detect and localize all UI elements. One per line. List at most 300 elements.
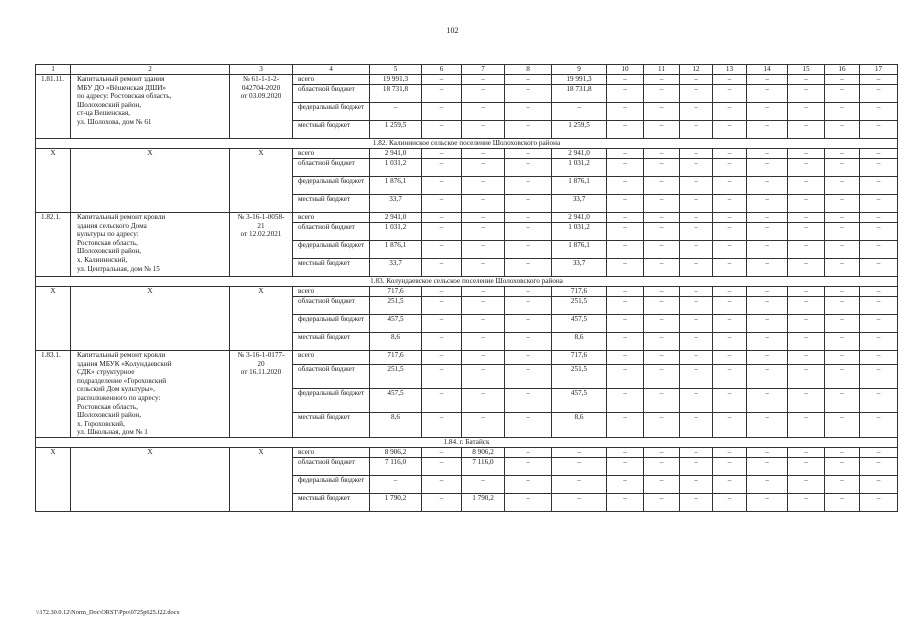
value-cell-14: – bbox=[747, 333, 788, 351]
budget-source: местный бюджет bbox=[293, 259, 370, 277]
item-number: X bbox=[36, 287, 71, 351]
item-name-line: X bbox=[147, 149, 153, 157]
value-cell-v9: – bbox=[552, 493, 607, 511]
value-cell-11: – bbox=[644, 351, 680, 365]
value-cell-v8: – bbox=[505, 149, 552, 159]
value-cell-12: – bbox=[680, 159, 713, 177]
item-name-line: Шолоховский район, bbox=[77, 411, 142, 420]
contract-line: № 3-16-1-0058- bbox=[237, 213, 285, 221]
value-cell-15: – bbox=[788, 223, 825, 241]
value-cell-15: – bbox=[788, 213, 825, 223]
value-cell-15: – bbox=[788, 413, 825, 437]
value-cell-10: – bbox=[607, 259, 644, 277]
value-cell-v7: – bbox=[462, 364, 505, 388]
value-cell-10: – bbox=[607, 364, 644, 388]
table-row bbox=[36, 447, 898, 457]
value-cell-13: – bbox=[713, 259, 747, 277]
value-cell-10: – bbox=[607, 493, 644, 511]
value-cell-v7: – bbox=[462, 287, 505, 297]
value-cell-v9: 1 876,1 bbox=[552, 241, 607, 259]
value-cell-15: – bbox=[788, 447, 825, 457]
column-header: 5 bbox=[370, 65, 422, 75]
value-cell-16: – bbox=[825, 241, 860, 259]
value-cell-v7: – bbox=[462, 413, 505, 437]
value-cell-15: – bbox=[788, 475, 825, 493]
value-cell-v5: 251,5 bbox=[370, 297, 422, 315]
value-cell-v9: – bbox=[552, 457, 607, 475]
value-cell-11: – bbox=[644, 493, 680, 511]
value-cell-15: – bbox=[788, 333, 825, 351]
value-cell-v6: – bbox=[422, 475, 462, 493]
value-cell-16: – bbox=[825, 413, 860, 437]
budget-source: областной бюджет bbox=[293, 364, 370, 388]
value-cell-v9: 19 991,3 bbox=[552, 75, 607, 85]
value-cell-17: – bbox=[860, 223, 898, 241]
value-cell-10: – bbox=[607, 333, 644, 351]
value-cell-12: – bbox=[680, 413, 713, 437]
value-cell-17: – bbox=[860, 457, 898, 475]
value-cell-14: – bbox=[747, 149, 788, 159]
value-cell-16: – bbox=[825, 223, 860, 241]
value-cell-10: – bbox=[607, 177, 644, 195]
value-cell-14: – bbox=[747, 223, 788, 241]
value-cell-12: – bbox=[680, 364, 713, 388]
budget-source: федеральный бюджет bbox=[293, 103, 370, 121]
page-number: 102 bbox=[446, 26, 459, 35]
value-cell-v9: 1 876,1 bbox=[552, 177, 607, 195]
value-cell-v8: – bbox=[505, 287, 552, 297]
value-cell-v7: – bbox=[462, 213, 505, 223]
value-cell-v8: – bbox=[505, 413, 552, 437]
value-cell-17: – bbox=[860, 413, 898, 437]
contract-line: от 03.09.2020 bbox=[240, 92, 282, 101]
value-cell-12: – bbox=[680, 297, 713, 315]
value-cell-v9: 2 941,0 bbox=[552, 213, 607, 223]
value-cell-v8: – bbox=[505, 493, 552, 511]
column-header: 14 bbox=[747, 65, 788, 75]
value-cell-14: – bbox=[747, 315, 788, 333]
value-cell-v9: 457,5 bbox=[552, 389, 607, 413]
column-header: 16 bbox=[825, 65, 860, 75]
value-cell-13: – bbox=[713, 351, 747, 365]
value-cell-16: – bbox=[825, 195, 860, 213]
value-cell-16: – bbox=[825, 475, 860, 493]
budget-source: всего bbox=[293, 149, 370, 159]
column-header: 17 bbox=[860, 65, 898, 75]
value-cell-v5: 1 876,1 bbox=[370, 241, 422, 259]
value-cell-11: – bbox=[644, 413, 680, 437]
value-cell-v8: – bbox=[505, 333, 552, 351]
value-cell-15: – bbox=[788, 315, 825, 333]
value-cell-17: – bbox=[860, 364, 898, 388]
value-cell-13: – bbox=[713, 493, 747, 511]
value-cell-10: – bbox=[607, 121, 644, 139]
item-name bbox=[71, 213, 230, 277]
item-name-line: ул. Школьная, дом № 1 bbox=[77, 428, 148, 437]
value-cell-v5: 2 941,0 bbox=[370, 149, 422, 159]
value-cell-v5: 717,6 bbox=[370, 351, 422, 365]
value-cell-v5: 457,5 bbox=[370, 315, 422, 333]
value-cell-14: – bbox=[747, 493, 788, 511]
value-cell-v8: – bbox=[505, 364, 552, 388]
value-cell-v7: – bbox=[462, 389, 505, 413]
value-cell-v7: – bbox=[462, 159, 505, 177]
value-cell-11: – bbox=[644, 103, 680, 121]
value-cell-15: – bbox=[788, 121, 825, 139]
value-cell-10: – bbox=[607, 457, 644, 475]
value-cell-v7: – bbox=[462, 195, 505, 213]
value-cell-v6: – bbox=[422, 333, 462, 351]
value-cell-12: – bbox=[680, 241, 713, 259]
item-name bbox=[71, 149, 230, 213]
value-cell-v6: – bbox=[422, 297, 462, 315]
value-cell-v8: – bbox=[505, 475, 552, 493]
table-row bbox=[36, 351, 898, 365]
value-cell-10: – bbox=[607, 413, 644, 437]
column-header: 2 bbox=[71, 65, 230, 75]
value-cell-13: – bbox=[713, 195, 747, 213]
value-cell-12: – bbox=[680, 85, 713, 103]
value-cell-11: – bbox=[644, 287, 680, 297]
contract-line: X bbox=[258, 447, 264, 456]
contract-line: от 16.11.2020 bbox=[240, 368, 282, 377]
value-cell-11: – bbox=[644, 457, 680, 475]
value-cell-v5: 8 906,2 bbox=[370, 447, 422, 457]
value-cell-v7: – bbox=[462, 475, 505, 493]
value-cell-12: – bbox=[680, 103, 713, 121]
item-number: 1.82.1. bbox=[36, 213, 71, 277]
value-cell-15: – bbox=[788, 351, 825, 365]
value-cell-v7: – bbox=[462, 241, 505, 259]
value-cell-11: – bbox=[644, 447, 680, 457]
budget-source: местный бюджет bbox=[293, 195, 370, 213]
value-cell-16: – bbox=[825, 333, 860, 351]
value-cell-v7: 8 906,2 bbox=[462, 447, 505, 457]
value-cell-v8: – bbox=[505, 351, 552, 365]
value-cell-16: – bbox=[825, 315, 860, 333]
value-cell-17: – bbox=[860, 259, 898, 277]
value-cell-16: – bbox=[825, 177, 860, 195]
item-name bbox=[71, 75, 230, 139]
value-cell-12: – bbox=[680, 457, 713, 475]
value-cell-14: – bbox=[747, 351, 788, 365]
budget-source: федеральный бюджет bbox=[293, 475, 370, 493]
item-name-line: х. Гороховский, bbox=[77, 419, 125, 428]
value-cell-17: – bbox=[860, 447, 898, 457]
value-cell-12: – bbox=[680, 315, 713, 333]
value-cell-v6: – bbox=[422, 493, 462, 511]
value-cell-14: – bbox=[747, 447, 788, 457]
value-cell-10: – bbox=[607, 103, 644, 121]
item-name-line: ул. Центральная, дом № 15 bbox=[77, 264, 160, 273]
budget-source: областной бюджет bbox=[293, 223, 370, 241]
value-cell-v6: – bbox=[422, 413, 462, 437]
value-cell-v6: – bbox=[422, 223, 462, 241]
value-cell-17: – bbox=[860, 297, 898, 315]
value-cell-14: – bbox=[747, 121, 788, 139]
value-cell-v7: – bbox=[462, 223, 505, 241]
file-path-footer: \\172.30.0.12\Norm_Doc\ORST\Ppo\0725p625.f22.docx bbox=[36, 609, 180, 616]
value-cell-v7: – bbox=[462, 315, 505, 333]
value-cell-15: – bbox=[788, 297, 825, 315]
value-cell-11: – bbox=[644, 121, 680, 139]
value-cell-17: – bbox=[860, 195, 898, 213]
value-cell-v7: – bbox=[462, 351, 505, 365]
column-header: 6 bbox=[422, 65, 462, 75]
value-cell-v5: 1 259,5 bbox=[370, 121, 422, 139]
value-cell-10: – bbox=[607, 75, 644, 85]
value-cell-13: – bbox=[713, 447, 747, 457]
value-cell-16: – bbox=[825, 213, 860, 223]
value-cell-11: – bbox=[644, 389, 680, 413]
budget-source: местный бюджет bbox=[293, 121, 370, 139]
value-cell-10: – bbox=[607, 389, 644, 413]
value-cell-14: – bbox=[747, 287, 788, 297]
value-cell-v9: 18 731,8 bbox=[552, 85, 607, 103]
budget-source: всего bbox=[293, 351, 370, 365]
value-cell-16: – bbox=[825, 103, 860, 121]
value-cell-16: – bbox=[825, 159, 860, 177]
value-cell-17: – bbox=[860, 389, 898, 413]
value-cell-11: – bbox=[644, 297, 680, 315]
value-cell-v9: 1 031,2 bbox=[552, 159, 607, 177]
table-row bbox=[36, 287, 898, 297]
value-cell-14: – bbox=[747, 103, 788, 121]
value-cell-v8: – bbox=[505, 159, 552, 177]
value-cell-14: – bbox=[747, 195, 788, 213]
value-cell-v8: – bbox=[505, 223, 552, 241]
value-cell-14: – bbox=[747, 475, 788, 493]
value-cell-v6: – bbox=[422, 364, 462, 388]
value-cell-16: – bbox=[825, 351, 860, 365]
value-cell-17: – bbox=[860, 85, 898, 103]
value-cell-10: – bbox=[607, 297, 644, 315]
value-cell-v9: 251,5 bbox=[552, 364, 607, 388]
item-name-line: ст-ца Вешенская, bbox=[77, 109, 130, 118]
value-cell-10: – bbox=[607, 241, 644, 259]
value-cell-13: – bbox=[713, 75, 747, 85]
value-cell-v6: – bbox=[422, 121, 462, 139]
value-cell-15: – bbox=[788, 457, 825, 475]
budget-source: всего bbox=[293, 447, 370, 457]
value-cell-12: – bbox=[680, 259, 713, 277]
value-cell-11: – bbox=[644, 241, 680, 259]
value-cell-v9: 717,6 bbox=[552, 351, 607, 365]
value-cell-13: – bbox=[713, 389, 747, 413]
value-cell-v6: – bbox=[422, 457, 462, 475]
value-cell-v6: – bbox=[422, 103, 462, 121]
item-name-line: здания сельского Дома bbox=[77, 221, 147, 230]
value-cell-17: – bbox=[860, 351, 898, 365]
budget-source: всего bbox=[293, 75, 370, 85]
section-title-row bbox=[36, 437, 898, 447]
value-cell-16: – bbox=[825, 149, 860, 159]
value-cell-10: – bbox=[607, 213, 644, 223]
value-cell-12: – bbox=[680, 213, 713, 223]
item-number: 1.81.11. bbox=[36, 75, 71, 139]
value-cell-12: – bbox=[680, 333, 713, 351]
value-cell-15: – bbox=[788, 364, 825, 388]
value-cell-12: – bbox=[680, 195, 713, 213]
value-cell-v7: – bbox=[462, 333, 505, 351]
value-cell-17: – bbox=[860, 103, 898, 121]
value-cell-15: – bbox=[788, 75, 825, 85]
item-number: X bbox=[36, 149, 71, 213]
value-cell-16: – bbox=[825, 447, 860, 457]
value-cell-13: – bbox=[713, 297, 747, 315]
value-cell-v7: – bbox=[462, 177, 505, 195]
value-cell-16: – bbox=[825, 493, 860, 511]
table-row bbox=[36, 75, 898, 85]
value-cell-14: – bbox=[747, 457, 788, 475]
item-name-line: Шолоховский район, bbox=[77, 100, 142, 109]
value-cell-v8: – bbox=[505, 195, 552, 213]
value-cell-12: – bbox=[680, 447, 713, 457]
table-row bbox=[36, 149, 898, 159]
contract-line: от 12.02.2021 bbox=[240, 230, 282, 239]
value-cell-v7: – bbox=[462, 149, 505, 159]
value-cell-v9: 8,6 bbox=[552, 333, 607, 351]
value-cell-15: – bbox=[788, 103, 825, 121]
header-row bbox=[36, 65, 898, 75]
budget-source: федеральный бюджет bbox=[293, 389, 370, 413]
value-cell-16: – bbox=[825, 75, 860, 85]
value-cell-v9: 1 031,2 bbox=[552, 223, 607, 241]
value-cell-v6: – bbox=[422, 85, 462, 103]
contract-line: 042704-2020 bbox=[241, 83, 281, 92]
contract-details bbox=[230, 213, 293, 277]
contract-details bbox=[230, 75, 293, 139]
budget-source: областной бюджет bbox=[293, 159, 370, 177]
budget-source: всего bbox=[293, 287, 370, 297]
value-cell-17: – bbox=[860, 213, 898, 223]
item-name-line: по адресу: Ростовская область, bbox=[77, 92, 172, 101]
value-cell-16: – bbox=[825, 259, 860, 277]
value-cell-15: – bbox=[788, 177, 825, 195]
column-header: 12 bbox=[680, 65, 713, 75]
value-cell-v5: 1 031,2 bbox=[370, 159, 422, 177]
column-header: 7 bbox=[462, 65, 505, 75]
value-cell-v8: – bbox=[505, 297, 552, 315]
value-cell-12: – bbox=[680, 149, 713, 159]
item-name-line: Капитальный ремонт кровли bbox=[77, 213, 166, 221]
value-cell-v6: – bbox=[422, 351, 462, 365]
item-name-line: сельский Дом культуры», bbox=[77, 385, 155, 394]
value-cell-16: – bbox=[825, 364, 860, 388]
value-cell-15: – bbox=[788, 159, 825, 177]
value-cell-v8: – bbox=[505, 75, 552, 85]
value-cell-15: – bbox=[788, 259, 825, 277]
budget-source: федеральный бюджет bbox=[293, 315, 370, 333]
budget-source: местный бюджет bbox=[293, 333, 370, 351]
value-cell-12: – bbox=[680, 351, 713, 365]
contract-line: 20 bbox=[257, 359, 265, 368]
value-cell-12: – bbox=[680, 75, 713, 85]
contract-line: № 3-16-1-0177- bbox=[237, 351, 285, 359]
budget-source: областной бюджет bbox=[293, 85, 370, 103]
item-name-line: подразделение «Гороховский bbox=[77, 376, 167, 385]
column-header: 4 bbox=[293, 65, 370, 75]
value-cell-v5: 1 031,2 bbox=[370, 223, 422, 241]
value-cell-15: – bbox=[788, 149, 825, 159]
item-name-line: Капитальный ремонт кровли bbox=[77, 351, 166, 359]
value-cell-10: – bbox=[607, 447, 644, 457]
budget-source: федеральный бюджет bbox=[293, 241, 370, 259]
value-cell-v6: – bbox=[422, 447, 462, 457]
value-cell-v9: – bbox=[552, 475, 607, 493]
value-cell-11: – bbox=[644, 333, 680, 351]
value-cell-13: – bbox=[713, 413, 747, 437]
contract-line: X bbox=[258, 287, 264, 295]
value-cell-v9: 8,6 bbox=[552, 413, 607, 437]
column-header: 1 bbox=[36, 65, 71, 75]
value-cell-v5: 8,6 bbox=[370, 413, 422, 437]
value-cell-v7: – bbox=[462, 85, 505, 103]
value-cell-11: – bbox=[644, 315, 680, 333]
column-header: 15 bbox=[788, 65, 825, 75]
value-cell-v9: 2 941,0 bbox=[552, 149, 607, 159]
item-name-line: СДК» структурное bbox=[77, 368, 135, 377]
item-number: X bbox=[36, 447, 71, 511]
value-cell-v6: – bbox=[422, 241, 462, 259]
item-name bbox=[71, 287, 230, 351]
value-cell-11: – bbox=[644, 475, 680, 493]
value-cell-v5: 8,6 bbox=[370, 333, 422, 351]
value-cell-17: – bbox=[860, 149, 898, 159]
value-cell-11: – bbox=[644, 159, 680, 177]
value-cell-v5: 251,5 bbox=[370, 364, 422, 388]
value-cell-13: – bbox=[713, 213, 747, 223]
item-name-line: культуры по адресу: bbox=[77, 230, 139, 239]
column-header: 8 bbox=[505, 65, 552, 75]
item-name-line: Ростовская область, bbox=[77, 402, 138, 411]
item-name-line: МБУ ДО «Вёшенская ДШИ» bbox=[77, 83, 166, 92]
value-cell-v6: – bbox=[422, 259, 462, 277]
value-cell-v9: 1 259,5 bbox=[552, 121, 607, 139]
value-cell-v8: – bbox=[505, 241, 552, 259]
value-cell-17: – bbox=[860, 159, 898, 177]
value-cell-v7: – bbox=[462, 297, 505, 315]
value-cell-14: – bbox=[747, 297, 788, 315]
value-cell-12: – bbox=[680, 223, 713, 241]
financing-table bbox=[35, 64, 898, 512]
value-cell-v8: – bbox=[505, 389, 552, 413]
item-name-line: X bbox=[147, 447, 153, 456]
value-cell-17: – bbox=[860, 121, 898, 139]
value-cell-v5: – bbox=[370, 475, 422, 493]
value-cell-12: – bbox=[680, 121, 713, 139]
value-cell-13: – bbox=[713, 223, 747, 241]
value-cell-v5: 33,7 bbox=[370, 195, 422, 213]
value-cell-v8: – bbox=[505, 259, 552, 277]
budget-source: местный бюджет bbox=[293, 413, 370, 437]
value-cell-16: – bbox=[825, 121, 860, 139]
value-cell-13: – bbox=[713, 287, 747, 297]
table-row bbox=[36, 213, 898, 223]
value-cell-12: – bbox=[680, 493, 713, 511]
value-cell-v5: 2 941,0 bbox=[370, 213, 422, 223]
item-name-line: Капитальный ремонт здания bbox=[77, 75, 165, 83]
value-cell-14: – bbox=[747, 241, 788, 259]
value-cell-v6: – bbox=[422, 177, 462, 195]
value-cell-v7: 1 790,2 bbox=[462, 493, 505, 511]
value-cell-16: – bbox=[825, 287, 860, 297]
item-name-line: Ростовская область, bbox=[77, 238, 138, 247]
value-cell-v7: – bbox=[462, 121, 505, 139]
budget-source: федеральный бюджет bbox=[293, 177, 370, 195]
value-cell-14: – bbox=[747, 389, 788, 413]
value-cell-15: – bbox=[788, 287, 825, 297]
